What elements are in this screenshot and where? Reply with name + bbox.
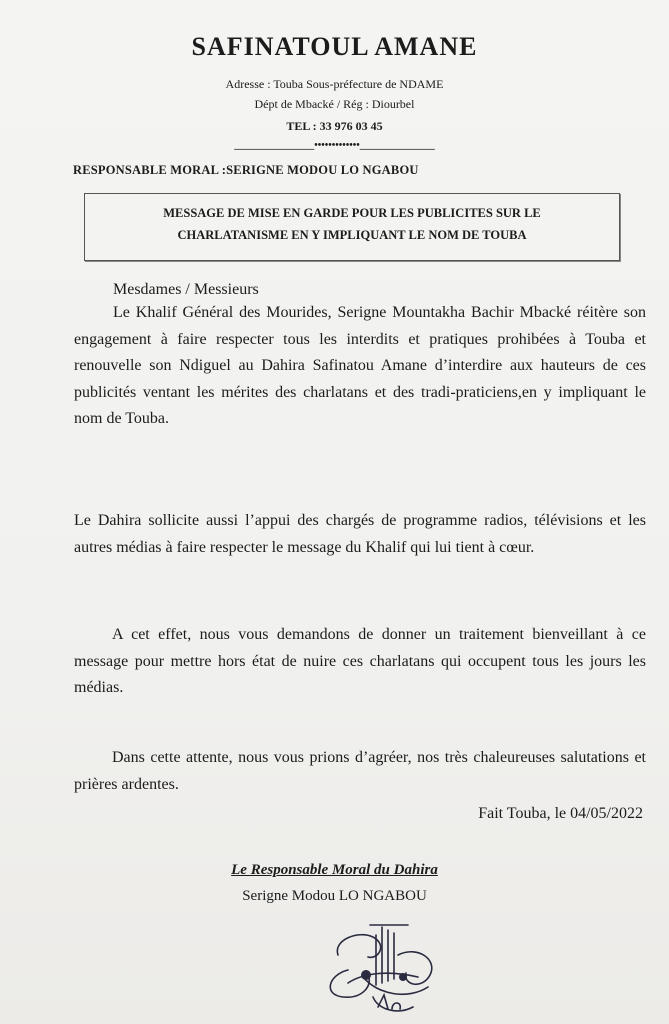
paragraph-1: Le Khalif Général des Mourides, Serigne Mountakha Bachir Mbacké réitère son engagement à faire respecter tous les interdits et pratiques prohibées à Touba et renouvelle son Ndiguel au Dahira Safinatou Amane d’interdire aux hauteurs de ces publicités ventant les mérites des charlatans et des tradi-praticiens,en y impliquant le nom de Touba. [74, 304, 646, 427]
organization-name: SAFINATOUL AMANE [191, 32, 478, 61]
signature-name: Serigne Modou LO NGABOU [242, 888, 427, 904]
signature-title: Le Responsable Moral du Dahira [231, 862, 438, 878]
subject-box [84, 193, 620, 261]
paragraph-3: A cet effet, nous vous demandons de donner un traitement bienveillant à ce message pour mettre hors état de nuire ces charlatans qui occupent tous les jours les médias. [74, 626, 646, 696]
subject-line-2: CHARLATANISME EN Y IMPLIQUANT LE NOM DE TOUBA [177, 228, 527, 242]
paragraph-2: Le Dahira sollicite aussi l’appui des chargés de programme radios, télévisions et les autres médias à faire respecter le message du Khalif qui lui tient à cœur. [74, 512, 646, 556]
header-separator: ________________•••••••••••••_______________ [234, 140, 435, 151]
address-line-2: Dépt de Mbacké / Rég : Diourbel [254, 97, 415, 111]
address-line-1: Adresse : Touba Sous-préfecture de NDAME [225, 77, 444, 91]
subject-line-1: MESSAGE DE MISE EN GARDE POUR LES PUBLICITES SUR LE [163, 206, 541, 220]
paragraph-4: Dans cette attente, nous vous prions d’agréer, nos très chaleureuses salutations et prières ardentes. [74, 749, 646, 793]
handwritten-signature [318, 915, 448, 1020]
salutation: Mesdames / Messieurs [113, 281, 259, 298]
responsible-line: RESPONSABLE MORAL :SERIGNE MODOU LO NGABOU [73, 163, 419, 177]
date-line: Fait Touba, le 04/05/2022 [478, 805, 643, 822]
telephone-line: TEL : 33 976 03 45 [286, 119, 383, 133]
